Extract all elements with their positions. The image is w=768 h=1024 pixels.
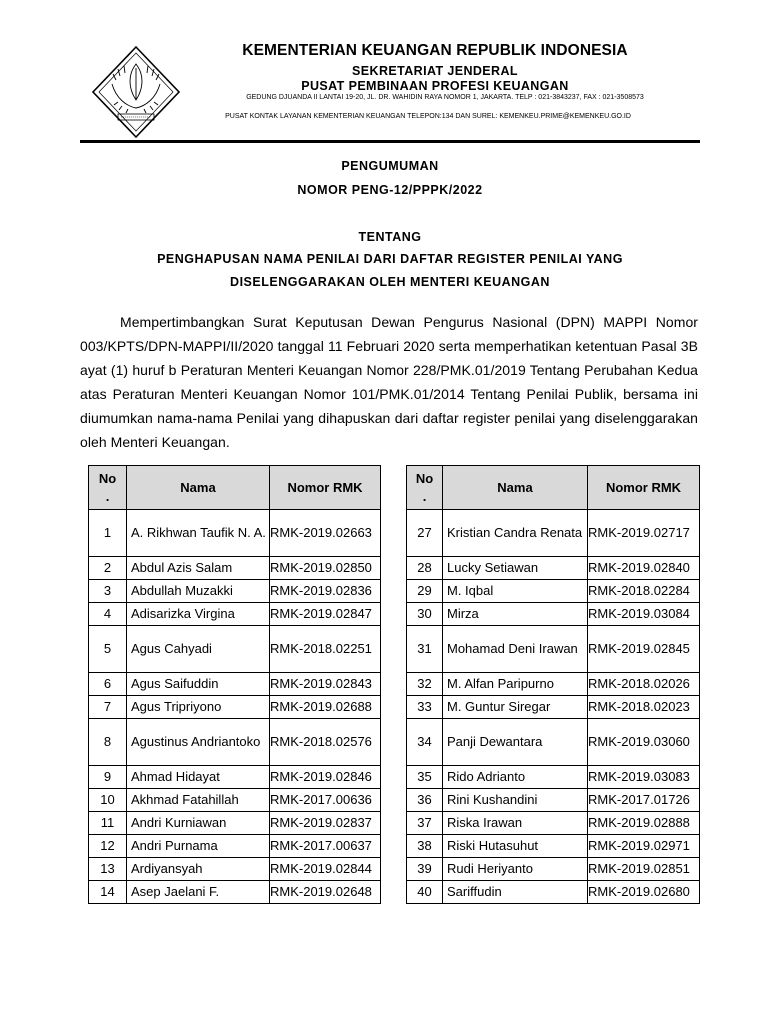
- table-row: [89, 835, 700, 858]
- appraiser-name: Agustinus Andriantoko: [127, 719, 270, 766]
- row-number: 37: [407, 812, 443, 835]
- table-gap: [381, 858, 407, 881]
- row-number: 1: [89, 510, 127, 557]
- appraiser-name: Lucky Setiawan: [443, 557, 588, 580]
- appraiser-name: Riska Irawan: [443, 812, 588, 835]
- table-gap: [381, 881, 407, 904]
- header-address: GEDUNG DJUANDA II LANTAI 19-20, JL. DR. WAHIDIN RAYA NOMOR 1, JAKARTA. TELP : 021-3843237, FAX : 021-3508573: [246, 94, 644, 101]
- appraiser-name: Rido Adrianto: [443, 766, 588, 789]
- table-gap: [381, 580, 407, 603]
- appraiser-name: Rini Kushandini: [443, 789, 588, 812]
- row-number: 31: [407, 626, 443, 673]
- appraiser-name: Agus Tripriyono: [127, 696, 270, 719]
- rmk-number: RMK-2019.02851: [588, 858, 700, 881]
- kemenkeu-emblem-logo: [88, 44, 184, 140]
- announcement-subject-line2: DISELENGGARAKAN OLEH MENTERI KEUANGAN: [230, 275, 550, 289]
- header-no: No .: [407, 466, 443, 510]
- center-name: PUSAT PEMBINAAN PROFESI KEUANGAN: [301, 79, 569, 93]
- table-gap: [381, 603, 407, 626]
- appraiser-name: Agus Saifuddin: [127, 673, 270, 696]
- table-gap: [381, 673, 407, 696]
- rmk-number: RMK-2018.02023: [588, 696, 700, 719]
- rmk-number: RMK-2019.02845: [588, 626, 700, 673]
- table-row: [89, 510, 700, 557]
- rmk-number: RMK-2019.02847: [270, 603, 381, 626]
- header-rmk: Nomor RMK: [270, 466, 381, 510]
- header-nama: Nama: [127, 466, 270, 510]
- appraiser-name: Kristian Candra Renata: [443, 510, 588, 557]
- rmk-number: RMK-2019.02837: [270, 812, 381, 835]
- rmk-number: RMK-2017.01726: [588, 789, 700, 812]
- row-number: 3: [89, 580, 127, 603]
- table-gap: [381, 812, 407, 835]
- appraiser-name: A. Rikhwan Taufik N. A.: [127, 510, 270, 557]
- rmk-number: RMK-2018.02251: [270, 626, 381, 673]
- table-gap: [381, 719, 407, 766]
- appraiser-name: M. Guntur Siregar: [443, 696, 588, 719]
- row-number: 9: [89, 766, 127, 789]
- appraiser-name: Ahmad Hidayat: [127, 766, 270, 789]
- appraiser-name: Asep Jaelani F.: [127, 881, 270, 904]
- rmk-number: RMK-2019.02680: [588, 881, 700, 904]
- appraiser-name: M. Iqbal: [443, 580, 588, 603]
- table-gap: [381, 557, 407, 580]
- row-number: 28: [407, 557, 443, 580]
- register-table: [88, 465, 700, 904]
- table-row: [89, 603, 700, 626]
- appraiser-name: Sariffudin: [443, 881, 588, 904]
- table-gap: [381, 626, 407, 673]
- header-contact: PUSAT KONTAK LAYANAN KEMENTERIAN KEUANGAN TELEPON:134 DAN SUREL: KEMENKEU.PRIME@KEMENKEU.GO.ID: [225, 113, 631, 120]
- table-gap: [381, 510, 407, 557]
- table-row: [89, 673, 700, 696]
- announcement-number: NOMOR PENG-12/PPPK/2022: [297, 183, 483, 197]
- row-number: 35: [407, 766, 443, 789]
- table-row: [89, 580, 700, 603]
- rmk-number: RMK-2017.00636: [270, 789, 381, 812]
- rmk-number: RMK-2018.02576: [270, 719, 381, 766]
- rmk-number: RMK-2019.03083: [588, 766, 700, 789]
- rmk-number: RMK-2018.02284: [588, 580, 700, 603]
- row-number: 38: [407, 835, 443, 858]
- table-row: [89, 858, 700, 881]
- announcement-about: TENTANG: [358, 230, 422, 244]
- table-gap: [381, 696, 407, 719]
- table-row: [89, 719, 700, 766]
- rmk-number: RMK-2019.02971: [588, 835, 700, 858]
- rmk-number: RMK-2019.02840: [588, 557, 700, 580]
- rmk-number: RMK-2017.00637: [270, 835, 381, 858]
- table-row: [89, 557, 700, 580]
- appraiser-name: Mirza: [443, 603, 588, 626]
- header-rmk: Nomor RMK: [588, 466, 700, 510]
- row-number: 5: [89, 626, 127, 673]
- row-number: 40: [407, 881, 443, 904]
- rmk-number: RMK-2019.03060: [588, 719, 700, 766]
- appraiser-name: Andri Kurniawan: [127, 812, 270, 835]
- header-nama: Nama: [443, 466, 588, 510]
- row-number: 34: [407, 719, 443, 766]
- appraiser-name: Mohamad Deni Irawan: [443, 626, 588, 673]
- table-row: [89, 881, 700, 904]
- rmk-number: RMK-2019.02850: [270, 557, 381, 580]
- rmk-number: RMK-2019.02843: [270, 673, 381, 696]
- appraiser-name: Abdul Azis Salam: [127, 557, 270, 580]
- table-gap: [381, 835, 407, 858]
- row-number: 14: [89, 881, 127, 904]
- table-row: [89, 696, 700, 719]
- table-row: [89, 626, 700, 673]
- rmk-number: RMK-2019.02888: [588, 812, 700, 835]
- announcement-subject-line1: PENGHAPUSAN NAMA PENILAI DARI DAFTAR REGISTER PENILAI YANG: [157, 252, 623, 266]
- rmk-number: RMK-2019.02688: [270, 696, 381, 719]
- appraiser-name: Riski Hutasuhut: [443, 835, 588, 858]
- rmk-number: RMK-2019.02663: [270, 510, 381, 557]
- appraiser-name: M. Alfan Paripurno: [443, 673, 588, 696]
- rmk-number: RMK-2019.02717: [588, 510, 700, 557]
- row-number: 33: [407, 696, 443, 719]
- rmk-number: RMK-2019.02846: [270, 766, 381, 789]
- table-gap: [381, 789, 407, 812]
- row-number: 39: [407, 858, 443, 881]
- header-divider: [80, 140, 700, 143]
- row-number: 13: [89, 858, 127, 881]
- row-number: 2: [89, 557, 127, 580]
- table-row: [89, 789, 700, 812]
- row-number: 4: [89, 603, 127, 626]
- appraiser-name: Ardiyansyah: [127, 858, 270, 881]
- row-number: 29: [407, 580, 443, 603]
- rmk-number: RMK-2019.02844: [270, 858, 381, 881]
- appraiser-name: Agus Cahyadi: [127, 626, 270, 673]
- appraiser-name: Abdullah Muzakki: [127, 580, 270, 603]
- rmk-number: RMK-2018.02026: [588, 673, 700, 696]
- table-header-row: [89, 466, 700, 510]
- rmk-number: RMK-2019.02648: [270, 881, 381, 904]
- appraiser-name: Adisarizka Virgina: [127, 603, 270, 626]
- row-number: 7: [89, 696, 127, 719]
- rmk-number: RMK-2019.03084: [588, 603, 700, 626]
- table-gap: [381, 766, 407, 789]
- appraiser-name: Akhmad Fatahillah: [127, 789, 270, 812]
- row-number: 36: [407, 789, 443, 812]
- body-paragraph: Mempertimbangkan Surat Keputusan Dewan Pengurus Nasional (DPN) MAPPI Nomor 003/KPTS/DPN-MAPPI/II/2020 tanggal 11 Februari 2020 serta memperhatikan ketentuan Pasal 3B ayat (1) huruf b Peraturan Menteri Keuangan Nomor 228/PMK.01/2019 Tentang Perubahan Kedua atas Peraturan Menteri Keuangan Nomor 101/PMK.01/2014 Tentang Penilai Publik, bersama ini diumumkan nama-nama Penilai yang dihapuskan dari daftar register penilai yang diselenggarakan oleh Menteri Keuangan.: [80, 314, 698, 450]
- row-number: 12: [89, 835, 127, 858]
- secretariat-name: SEKRETARIAT JENDERAL: [352, 64, 518, 78]
- row-number: 6: [89, 673, 127, 696]
- row-number: 30: [407, 603, 443, 626]
- row-number: 11: [89, 812, 127, 835]
- table-row: [89, 812, 700, 835]
- appraiser-name: Rudi Heriyanto: [443, 858, 588, 881]
- appraiser-name: Panji Dewantara: [443, 719, 588, 766]
- row-number: 27: [407, 510, 443, 557]
- ministry-name: KEMENTERIAN KEUANGAN REPUBLIK INDONESIA: [242, 42, 628, 59]
- row-number: 10: [89, 789, 127, 812]
- header-no: No .: [89, 466, 127, 510]
- row-number: 8: [89, 719, 127, 766]
- table-row: [89, 766, 700, 789]
- row-number: 32: [407, 673, 443, 696]
- appraiser-name: Andri Purnama: [127, 835, 270, 858]
- announcement-label: PENGUMUMAN: [341, 159, 439, 173]
- rmk-number: RMK-2019.02836: [270, 580, 381, 603]
- table-gap: [381, 466, 407, 510]
